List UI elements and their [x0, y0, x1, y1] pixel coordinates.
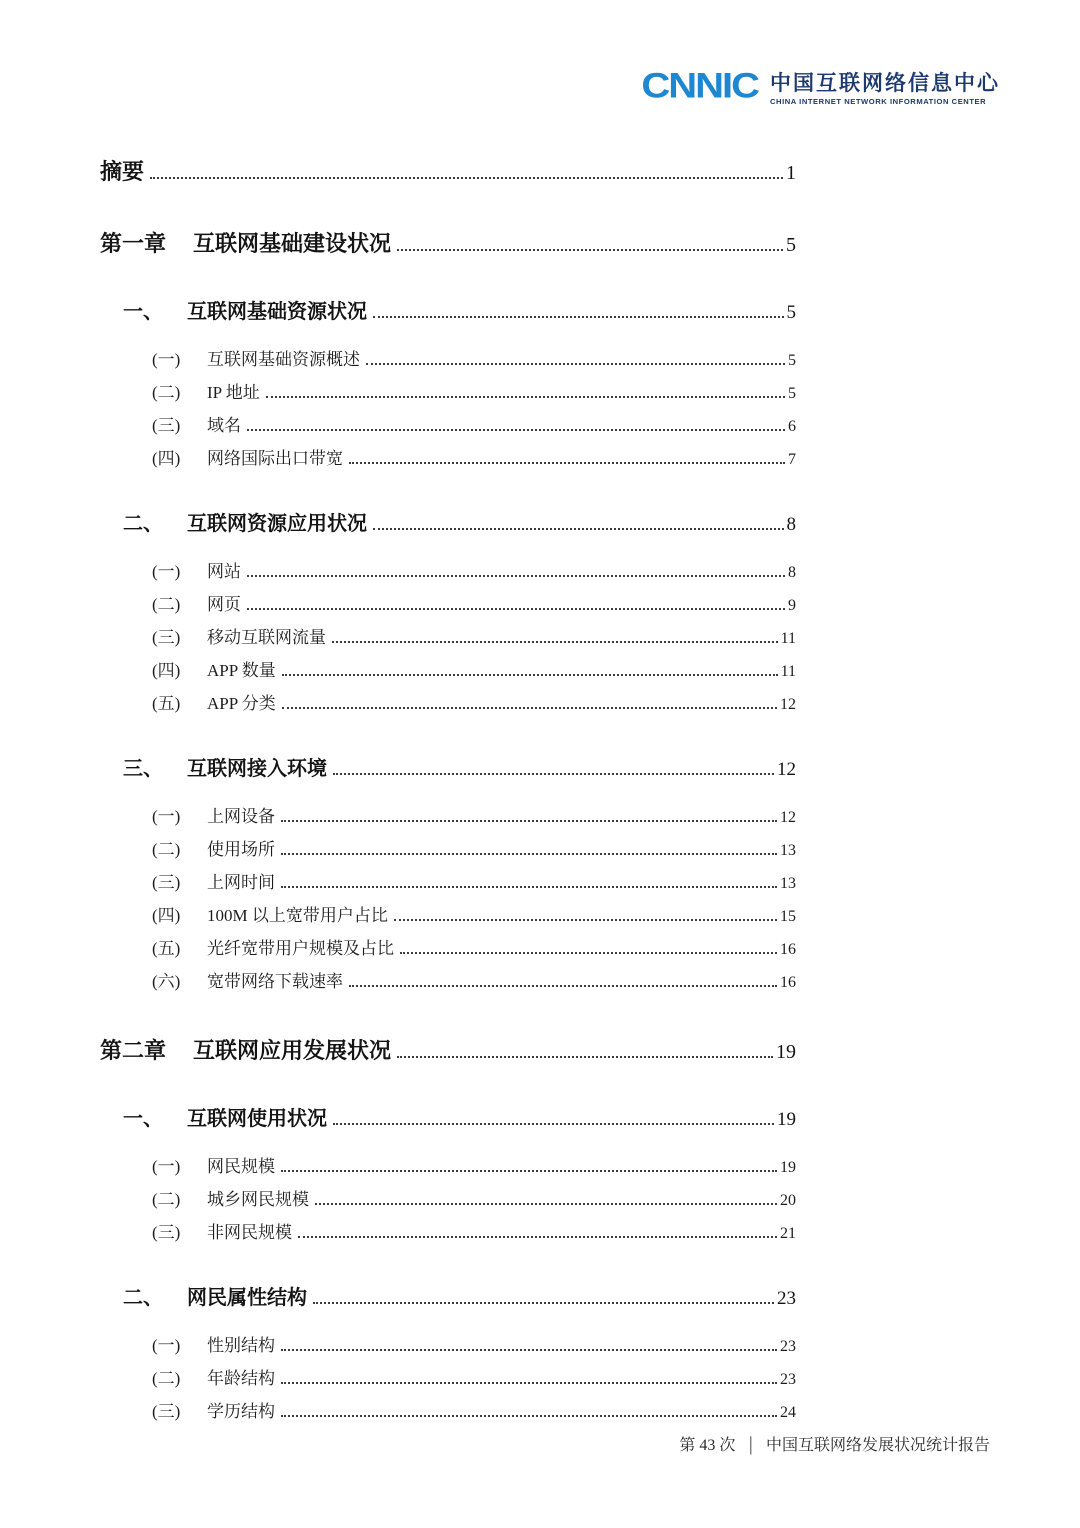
toc-entry-page: 13: [780, 842, 796, 859]
footer-divider: │: [745, 1438, 756, 1454]
toc-dot-leader: [266, 396, 785, 398]
toc-entry-title: IP 地址: [207, 383, 260, 402]
toc-entry[interactable]: [100, 660, 796, 682]
toc-entry-page: 23: [780, 1338, 796, 1355]
toc-dot-leader: [281, 1415, 777, 1417]
toc-entry-title: 互联网基础建设状况: [193, 231, 392, 256]
toc-entry-number: (四): [152, 661, 181, 680]
cnnic-logo-names: [770, 72, 1000, 106]
toc-entry-page: 20: [780, 1192, 796, 1209]
toc-entry[interactable]: [100, 158, 796, 186]
toc-dot-leader: [397, 249, 783, 251]
toc-entry-page: 5: [786, 234, 796, 256]
toc-entry-number: (四): [152, 449, 181, 468]
toc-entry[interactable]: [100, 1156, 796, 1178]
toc-entry-number: (三): [152, 873, 181, 892]
toc-entry-page: 12: [780, 809, 796, 826]
toc-entry-title: 非网民规模: [207, 1223, 292, 1242]
toc-entry-title: 学历结构: [207, 1402, 275, 1421]
toc-dot-leader: [349, 462, 785, 464]
toc-entry-page: 16: [780, 974, 796, 991]
toc-entry[interactable]: [100, 561, 796, 583]
toc-dot-leader: [282, 674, 778, 676]
toc-dot-leader: [333, 1123, 774, 1125]
toc-entry-title: 网民规模: [207, 1157, 275, 1176]
toc-entry-title: 100M 以上宽带用户占比: [207, 906, 388, 925]
toc-entry-title: 网络国际出口带宽: [207, 449, 343, 468]
toc-dot-leader: [366, 363, 785, 365]
cnnic-wordmark: CNNIC: [641, 66, 758, 106]
footer-report-issue: 第 43 次: [679, 1437, 736, 1454]
toc-entry-title: 上网时间: [207, 873, 275, 892]
toc-entry-number: (三): [152, 1402, 181, 1421]
toc-entry-title: 互联网使用状况: [187, 1108, 327, 1130]
toc-entry-title: 性别结构: [207, 1336, 275, 1355]
toc-entry[interactable]: [100, 872, 796, 894]
toc-entry-page: 19: [776, 1041, 796, 1063]
toc-dot-leader: [281, 1170, 777, 1172]
toc-entry-title: 城乡网民规模: [207, 1190, 309, 1209]
toc-entry-page: 11: [780, 630, 796, 647]
toc-entry-page: 12: [780, 696, 796, 713]
toc-entry-number: 第一章: [100, 231, 167, 256]
toc-entry[interactable]: [100, 806, 796, 828]
toc-entry[interactable]: [100, 757, 796, 782]
toc-entry-page: 12: [777, 759, 796, 780]
toc-entry-page: 9: [788, 597, 796, 614]
toc-entry-number: (一): [152, 562, 181, 581]
toc-entry[interactable]: [100, 349, 796, 371]
footer-report-title: 中国互联网络发展状况统计报告: [765, 1437, 990, 1454]
toc-entry-title: 互联网基础资源状况: [187, 301, 367, 323]
toc-dot-leader: [281, 1349, 777, 1351]
toc-entry[interactable]: [100, 839, 796, 861]
toc-entry-number: (二): [152, 840, 181, 859]
toc-entry[interactable]: [100, 1335, 796, 1357]
toc-entry[interactable]: [100, 1037, 796, 1065]
toc-entry-title: 移动互联网流量: [207, 628, 326, 647]
cnnic-english-name: CHINA INTERNET NETWORK INFORMATION CENTER: [770, 97, 987, 107]
toc-entry-number: (四): [152, 906, 181, 925]
cnnic-chinese-name: 中国互联网络信息中心: [770, 71, 1000, 95]
toc-entry-title: 互联网应用发展状况: [193, 1038, 392, 1063]
toc-entry-page: 23: [777, 1288, 796, 1309]
toc-entry-number: (三): [152, 628, 181, 647]
toc-entry-title: 摘要: [100, 159, 145, 184]
toc-entry-title: 年龄结构: [207, 1369, 275, 1388]
toc-entry[interactable]: [100, 1286, 796, 1311]
toc-entry-title: 网民属性结构: [187, 1287, 307, 1309]
toc-dot-leader: [315, 1203, 777, 1205]
toc-dot-leader: [373, 528, 784, 530]
page-footer: [679, 1432, 990, 1455]
toc-entry-page: 6: [788, 418, 796, 435]
toc-entry-number: (一): [152, 1336, 181, 1355]
toc-entry-page: 19: [777, 1109, 796, 1130]
toc-entry-number: (三): [152, 416, 181, 435]
toc-entry-page: 11: [780, 663, 796, 680]
toc-entry-number: 二、: [123, 513, 163, 535]
toc-entry-number: (五): [152, 694, 181, 713]
toc-entry-number: 三、: [123, 758, 163, 780]
toc-entry[interactable]: [100, 905, 796, 927]
toc-entry-title: 网页: [207, 595, 241, 614]
toc-dot-leader: [281, 886, 777, 888]
toc-entry-page: 23: [780, 1371, 796, 1388]
toc-dot-leader: [247, 429, 785, 431]
toc-entry[interactable]: [100, 1189, 796, 1211]
toc-entry[interactable]: [100, 448, 796, 470]
toc-dot-leader: [281, 853, 777, 855]
toc-entry[interactable]: [100, 230, 796, 258]
toc-dot-leader: [150, 177, 783, 179]
toc-entry-page: 1: [786, 162, 796, 184]
toc-entry[interactable]: [100, 1222, 796, 1244]
toc-dot-leader: [247, 575, 785, 577]
toc-dot-leader: [333, 773, 774, 775]
toc-entry-number: 第二章: [100, 1038, 167, 1063]
toc-entry-title: 上网设备: [207, 807, 275, 826]
toc-entry-title: 使用场所: [207, 840, 275, 859]
toc-entry-number: (二): [152, 1369, 181, 1388]
toc-entry-number: (二): [152, 1190, 181, 1209]
toc-entry-page: 8: [788, 564, 796, 581]
toc-entry[interactable]: [100, 971, 796, 993]
toc-dot-leader: [397, 1056, 773, 1058]
toc-dot-leader: [298, 1236, 777, 1238]
toc-dot-leader: [332, 641, 778, 643]
toc-entry-page: 15: [780, 908, 796, 925]
toc-entry-page: 19: [780, 1159, 796, 1176]
toc-entry-page: 5: [788, 352, 796, 369]
toc-entry-title: 光纤宽带用户规模及占比: [207, 939, 394, 958]
toc-entry[interactable]: [100, 512, 796, 537]
toc-entry-number: 一、: [123, 301, 163, 323]
toc-entry-number: (二): [152, 383, 181, 402]
toc-entry-title: 域名: [207, 416, 241, 435]
toc-entry-number: (一): [152, 350, 181, 369]
toc-entry-title: 互联网基础资源概述: [207, 350, 360, 369]
toc-dot-leader: [281, 1382, 777, 1384]
toc-entry[interactable]: [100, 938, 796, 960]
toc-entry-number: 二、: [123, 1287, 163, 1309]
toc-entry-title: APP 数量: [207, 661, 276, 680]
toc-entry-number: 一、: [123, 1108, 163, 1130]
toc-dot-leader: [373, 316, 784, 318]
toc-entry-page: 5: [788, 385, 796, 402]
toc-entry-page: 24: [780, 1404, 796, 1421]
toc-dot-leader: [400, 952, 777, 954]
toc-dot-leader: [394, 919, 777, 921]
toc-entry[interactable]: [100, 1107, 796, 1132]
toc-entry-page: 13: [780, 875, 796, 892]
toc-entry[interactable]: [100, 415, 796, 437]
toc-entry[interactable]: [100, 693, 796, 715]
toc-dot-leader: [313, 1302, 774, 1304]
toc-entry-number: (一): [152, 807, 181, 826]
toc-dot-leader: [281, 820, 777, 822]
toc-entry[interactable]: [100, 1401, 796, 1423]
toc-entry-page: 5: [786, 302, 796, 323]
toc-entry-number: (二): [152, 595, 181, 614]
toc-entry-page: 16: [780, 941, 796, 958]
toc-entry-number: (三): [152, 1223, 181, 1242]
toc-entry-title: 宽带网络下载速率: [207, 972, 343, 991]
toc-dot-leader: [282, 707, 777, 709]
toc-entry-page: 21: [780, 1225, 796, 1242]
toc-entry-title: 网站: [207, 562, 241, 581]
toc-entry[interactable]: [100, 627, 796, 649]
toc-entry-number: (六): [152, 972, 181, 991]
toc-entry-number: (一): [152, 1157, 181, 1176]
toc-entry-page: 8: [786, 514, 796, 535]
toc-entry-number: (五): [152, 939, 181, 958]
toc-entry-title: 互联网资源应用状况: [187, 513, 367, 535]
table-of-contents: [100, 158, 796, 1423]
toc-dot-leader: [349, 985, 777, 987]
toc-entry[interactable]: [100, 382, 796, 404]
toc-entry[interactable]: [100, 1368, 796, 1390]
toc-dot-leader: [247, 608, 785, 610]
toc-entry[interactable]: [100, 594, 796, 616]
toc-entry-title: APP 分类: [207, 694, 276, 713]
toc-entry-title: 互联网接入环境: [187, 758, 327, 780]
toc-entry[interactable]: [100, 300, 796, 325]
cnnic-logo: [641, 66, 1000, 107]
toc-entry-page: 7: [788, 451, 796, 468]
